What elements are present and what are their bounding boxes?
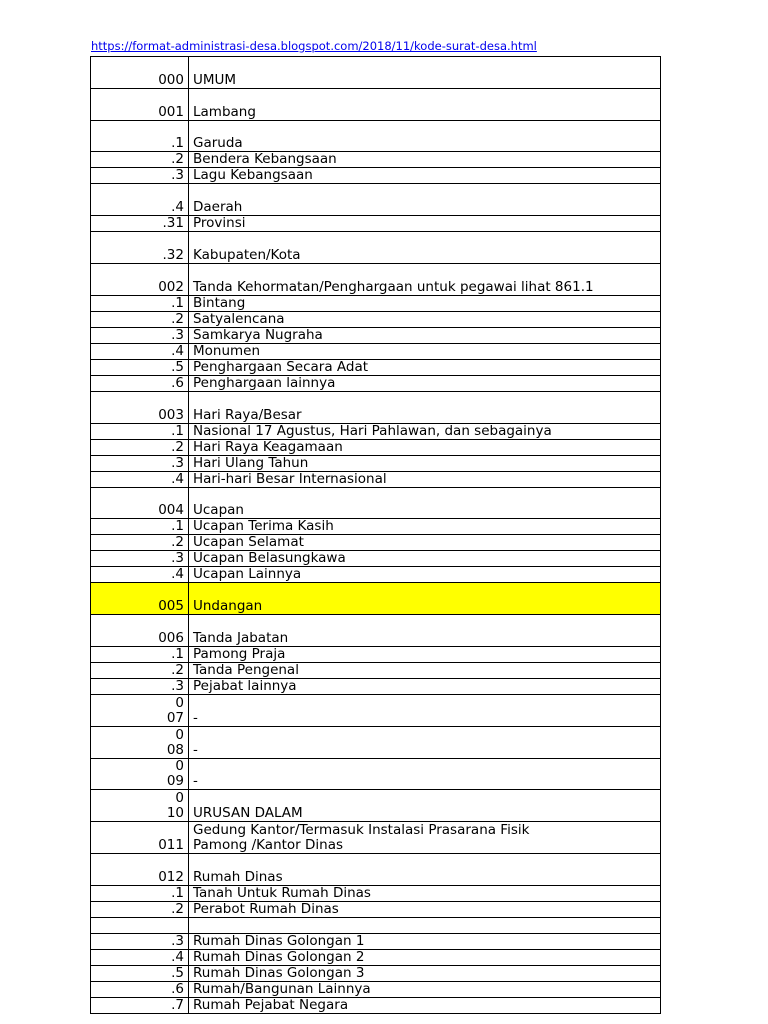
description-cell: Rumah Dinas Golongan 3	[189, 965, 661, 981]
source-url-link[interactable]: https://format-administrasi-desa.blogspot.com/2018/11/kode-surat-desa.html	[91, 39, 537, 53]
description-cell: Hari Raya/Besar	[189, 391, 661, 423]
table-row	[91, 120, 661, 152]
table-row	[91, 487, 661, 519]
description-cell: Satyalencana	[189, 311, 661, 327]
table-row	[91, 933, 661, 949]
description-cell: Rumah Dinas	[189, 853, 661, 885]
code-cell: 004	[91, 487, 189, 519]
table-row	[91, 311, 661, 327]
table-row	[91, 168, 661, 184]
code-cell: 001	[91, 88, 189, 120]
code-cell: .1	[91, 295, 189, 311]
table-row	[91, 901, 661, 917]
table-row	[91, 790, 661, 822]
description-cell: Kabupaten/Kota	[189, 232, 661, 264]
table-row	[91, 391, 661, 423]
description-cell: Penghargaan lainnya	[189, 375, 661, 391]
code-cell: 0 07	[91, 694, 189, 726]
code-cell: .3	[91, 678, 189, 694]
table-row	[91, 455, 661, 471]
description-cell	[189, 917, 661, 933]
code-cell: 0 10	[91, 790, 189, 822]
code-cell: .6	[91, 981, 189, 997]
table-row	[91, 885, 661, 901]
table-row	[91, 343, 661, 359]
code-cell: .1	[91, 120, 189, 152]
code-cell	[91, 917, 189, 933]
description-cell: Perabot Rumah Dinas	[189, 901, 661, 917]
table-row	[91, 152, 661, 168]
description-cell: Ucapan	[189, 487, 661, 519]
description-cell: Hari-hari Besar Internasional	[189, 471, 661, 487]
table-row	[91, 917, 661, 933]
table-row	[91, 615, 661, 647]
description-cell: Nasional 17 Agustus, Hari Pahlawan, dan sebagainya	[189, 423, 661, 439]
code-cell: .4	[91, 567, 189, 583]
table-row	[91, 471, 661, 487]
code-cell: .3	[91, 327, 189, 343]
code-cell: 002	[91, 263, 189, 295]
description-cell: Tanah Untuk Rumah Dinas	[189, 885, 661, 901]
table-row	[91, 535, 661, 551]
description-cell: Tanda Kehormatan/Penghargaan untuk pegawai lihat 861.1	[189, 263, 661, 295]
table-row	[91, 232, 661, 264]
description-cell: Ucapan Terima Kasih	[189, 519, 661, 535]
code-cell: 000	[91, 57, 189, 89]
table-row	[91, 423, 661, 439]
code-cell: .6	[91, 375, 189, 391]
table-row	[91, 359, 661, 375]
code-cell: .2	[91, 152, 189, 168]
code-cell: 011	[91, 822, 189, 854]
code-cell: .2	[91, 662, 189, 678]
description-cell: Daerah	[189, 184, 661, 216]
table-row	[91, 662, 661, 678]
code-cell: .3	[91, 551, 189, 567]
description-cell: Ucapan Belasungkawa	[189, 551, 661, 567]
code-cell: .4	[91, 343, 189, 359]
description-cell: Lagu Kebangsaan	[189, 168, 661, 184]
code-cell: .5	[91, 359, 189, 375]
code-cell: .3	[91, 455, 189, 471]
description-cell: Pejabat lainnya	[189, 678, 661, 694]
description-cell: Undangan	[189, 583, 661, 615]
table-row	[91, 295, 661, 311]
code-cell: 012	[91, 853, 189, 885]
table-row	[91, 694, 661, 726]
table-row	[91, 567, 661, 583]
table-row	[91, 646, 661, 662]
code-cell: 005	[91, 583, 189, 615]
table-row	[91, 997, 661, 1013]
description-cell: UMUM	[189, 57, 661, 89]
table-row	[91, 758, 661, 790]
code-cell: .31	[91, 216, 189, 232]
table-row	[91, 88, 661, 120]
table-row	[91, 822, 661, 854]
code-cell: .1	[91, 519, 189, 535]
description-cell: Penghargaan Secara Adat	[189, 359, 661, 375]
letter-code-table	[90, 56, 661, 1014]
description-cell: Bendera Kebangsaan	[189, 152, 661, 168]
code-cell: .3	[91, 933, 189, 949]
description-cell: Rumah Dinas Golongan 2	[189, 949, 661, 965]
description-cell: Rumah Pejabat Negara	[189, 997, 661, 1013]
table-row	[91, 949, 661, 965]
description-cell: Ucapan Selamat	[189, 535, 661, 551]
table-row	[91, 375, 661, 391]
description-cell: Monumen	[189, 343, 661, 359]
code-cell: 0 09	[91, 758, 189, 790]
table-row	[91, 57, 661, 89]
table-row	[91, 519, 661, 535]
code-cell: .1	[91, 646, 189, 662]
code-cell: 003	[91, 391, 189, 423]
table-row	[91, 551, 661, 567]
code-cell: .2	[91, 535, 189, 551]
code-cell: 006	[91, 615, 189, 647]
description-cell: Hari Raya Keagamaan	[189, 439, 661, 455]
code-cell: .2	[91, 901, 189, 917]
code-cell: 0 08	[91, 726, 189, 758]
description-cell: -	[189, 758, 661, 790]
description-cell: URUSAN DALAM	[189, 790, 661, 822]
table-row	[91, 965, 661, 981]
description-cell: Gedung Kantor/Termasuk Instalasi Prasarana Fisik Pamong /Kantor Dinas	[189, 822, 661, 854]
description-cell: Provinsi	[189, 216, 661, 232]
table-row	[91, 726, 661, 758]
code-cell: .4	[91, 949, 189, 965]
description-cell: Rumah/Bangunan Lainnya	[189, 981, 661, 997]
description-cell: Bintang	[189, 295, 661, 311]
code-cell: .1	[91, 885, 189, 901]
table-row-highlighted	[91, 583, 661, 615]
code-cell: .2	[91, 311, 189, 327]
code-cell: .4	[91, 184, 189, 216]
code-cell: .4	[91, 471, 189, 487]
description-cell: Tanda Jabatan	[189, 615, 661, 647]
description-cell: -	[189, 694, 661, 726]
code-cell: .5	[91, 965, 189, 981]
code-cell: .32	[91, 232, 189, 264]
description-cell: Samkarya Nugraha	[189, 327, 661, 343]
table-row	[91, 853, 661, 885]
description-cell: Garuda	[189, 120, 661, 152]
description-cell: Lambang	[189, 88, 661, 120]
description-cell: Pamong Praja	[189, 646, 661, 662]
table-row	[91, 216, 661, 232]
description-cell: Rumah Dinas Golongan 1	[189, 933, 661, 949]
description-cell: Ucapan Lainnya	[189, 567, 661, 583]
table-row	[91, 184, 661, 216]
code-cell: .7	[91, 997, 189, 1013]
table-row	[91, 981, 661, 997]
table-row	[91, 678, 661, 694]
description-cell: Hari Ulang Tahun	[189, 455, 661, 471]
code-cell: .1	[91, 423, 189, 439]
description-cell: -	[189, 726, 661, 758]
table-row	[91, 327, 661, 343]
table-row	[91, 439, 661, 455]
description-cell: Tanda Pengenal	[189, 662, 661, 678]
table-row	[91, 263, 661, 295]
code-cell: .2	[91, 439, 189, 455]
code-cell: .3	[91, 168, 189, 184]
